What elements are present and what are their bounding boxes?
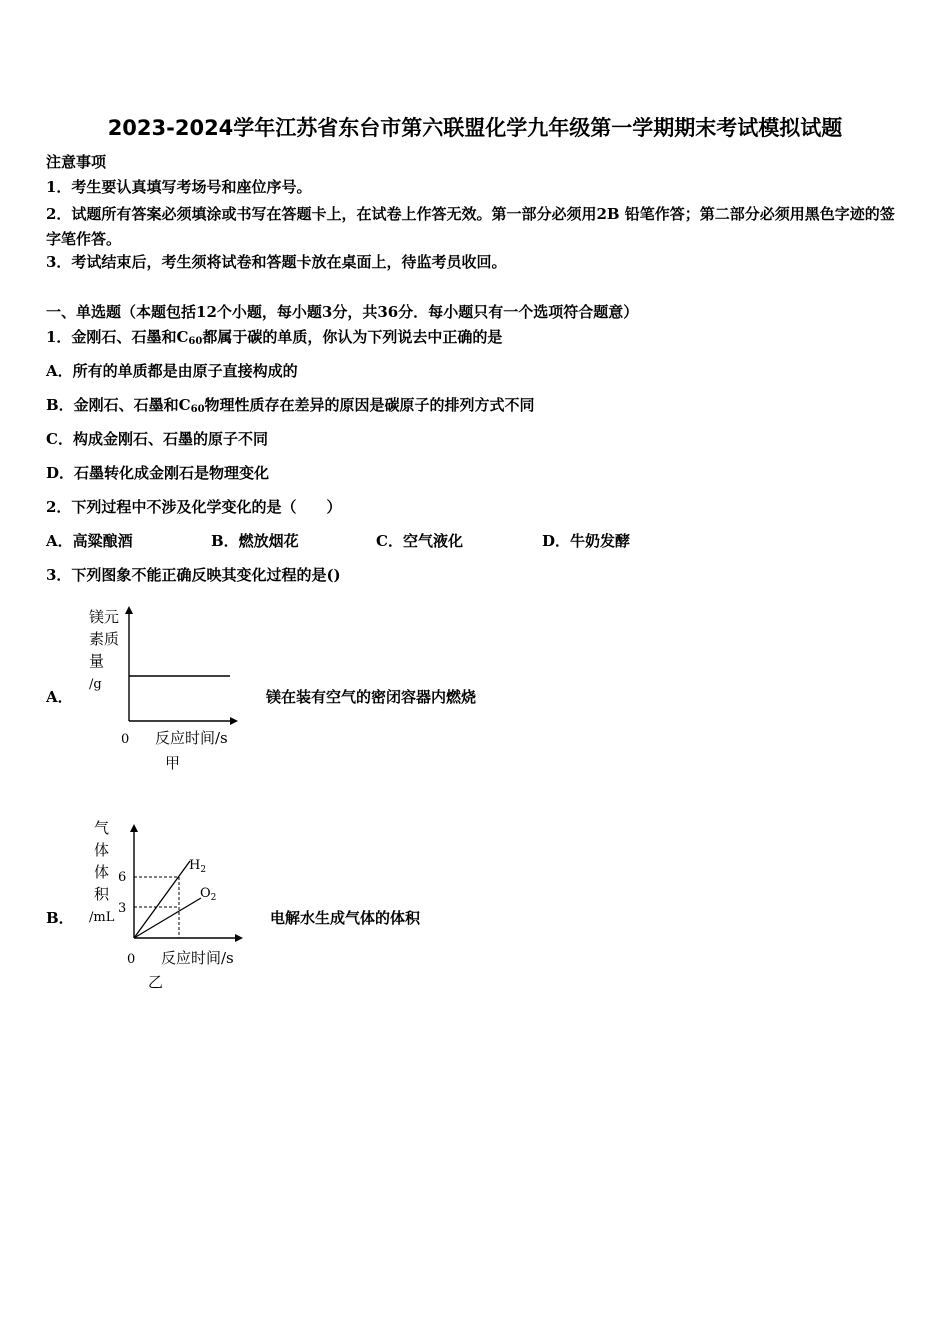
- graph-b-origin: 0: [127, 952, 136, 967]
- graph-b-x-arrow: [235, 934, 243, 942]
- graph-b-ylabel-4: 积: [94, 885, 110, 903]
- graph-b-ylabel-1: 气: [94, 819, 110, 837]
- page-title: 2023-2024学年江苏省东台市第六联盟化学九年级第一学期期末考试模拟试题: [107, 116, 843, 140]
- question-2-option-b[interactable]: B．燃放烟花: [211, 532, 299, 550]
- graph-a-caption: 甲: [165, 754, 181, 772]
- graph-a-ylabel-2: 素质: [89, 630, 120, 648]
- graph-b-ylabel-3: 体: [94, 863, 110, 881]
- question-3-stem: 3．下列图象不能正确反映其变化过程的是(): [46, 566, 341, 584]
- question-2-option-d[interactable]: D．牛奶发酵: [542, 532, 631, 550]
- graph-b-caption: 乙: [148, 973, 164, 991]
- question-1-stem: 1．金刚石、石墨和$C_{60}$都属于碳的单质，你认为下列说去中正确的是: [46, 328, 503, 347]
- graph-a-origin: 0: [121, 732, 130, 747]
- graph-b-h2-line: [134, 861, 190, 938]
- graph-b-ylabel-5: /mL: [89, 910, 115, 925]
- graph-b-xlabel: 反应时间/s: [161, 949, 234, 967]
- question-3-option-b-desc[interactable]: 电解水生成气体的体积: [270, 909, 421, 927]
- graph-a: [80, 600, 250, 775]
- question-3-option-a-desc[interactable]: 镁在装有空气的密闭容器内燃烧: [266, 688, 477, 706]
- graph-a-xlabel: 反应时间/s: [155, 729, 228, 747]
- graph-b-h2-label: $H_2$: [189, 858, 207, 875]
- notice-heading: 注意事项: [46, 153, 107, 171]
- question-1-option-b[interactable]: B．金刚石、石墨和$C_{60}$物理性质存在差异的原因是碳原子的排列方式不同: [46, 396, 535, 415]
- graph-a-x-arrow: [230, 717, 238, 725]
- question-2-option-c[interactable]: C．空气液化: [376, 532, 463, 550]
- graph-a-ylabel-4: /g: [89, 677, 102, 692]
- question-3-option-b-letter[interactable]: B．: [46, 909, 74, 927]
- question-1-option-c[interactable]: C．构成金刚石、石墨的原子不同: [46, 430, 268, 448]
- graph-a-y-arrow: [125, 606, 133, 614]
- section-heading: 一、单选题（本题包括12个小题，每小题3分，共36分．每小题只有一个选项符合题意）: [46, 303, 639, 321]
- graph-a-ylabel-3: 量: [89, 652, 105, 670]
- notice-item-3: 3．考试结束后，考生须将试卷和答题卡放在桌面上，待监考员收回。: [46, 253, 507, 271]
- graph-a-ylabel-1: 镁元: [89, 608, 120, 626]
- graph-b-o2-line: [134, 898, 201, 938]
- graph-b-o2-label: $O_2$: [200, 886, 217, 903]
- question-3-option-a-letter[interactable]: A．: [46, 688, 73, 706]
- graph-b-y-arrow: [130, 824, 138, 832]
- graph-b-ytick-6: 6: [118, 870, 127, 885]
- graph-b: [85, 815, 255, 993]
- question-1-option-a[interactable]: A．所有的单质都是由原子直接构成的: [46, 362, 298, 380]
- notice-item-1: 1．考生要认真填写考场号和座位序号。: [46, 178, 312, 196]
- notice-item-2: 2．试题所有答案必须填涂或书写在答题卡上，在试卷上作答无效。第一部分必须用2B 铅笔作答；第二部分必须用黑色字迹的签字笔作答。: [46, 205, 895, 248]
- graph-b-ylabel-2: 体: [94, 841, 110, 859]
- question-2-option-a[interactable]: A．高粱酿酒: [46, 532, 133, 550]
- graph-b-ytick-3: 3: [118, 901, 127, 916]
- question-2-stem: 2．下列过程中不涉及化学变化的是（ ）: [46, 498, 342, 516]
- question-1-option-d[interactable]: D．石墨转化成金刚石是物理变化: [46, 464, 270, 482]
